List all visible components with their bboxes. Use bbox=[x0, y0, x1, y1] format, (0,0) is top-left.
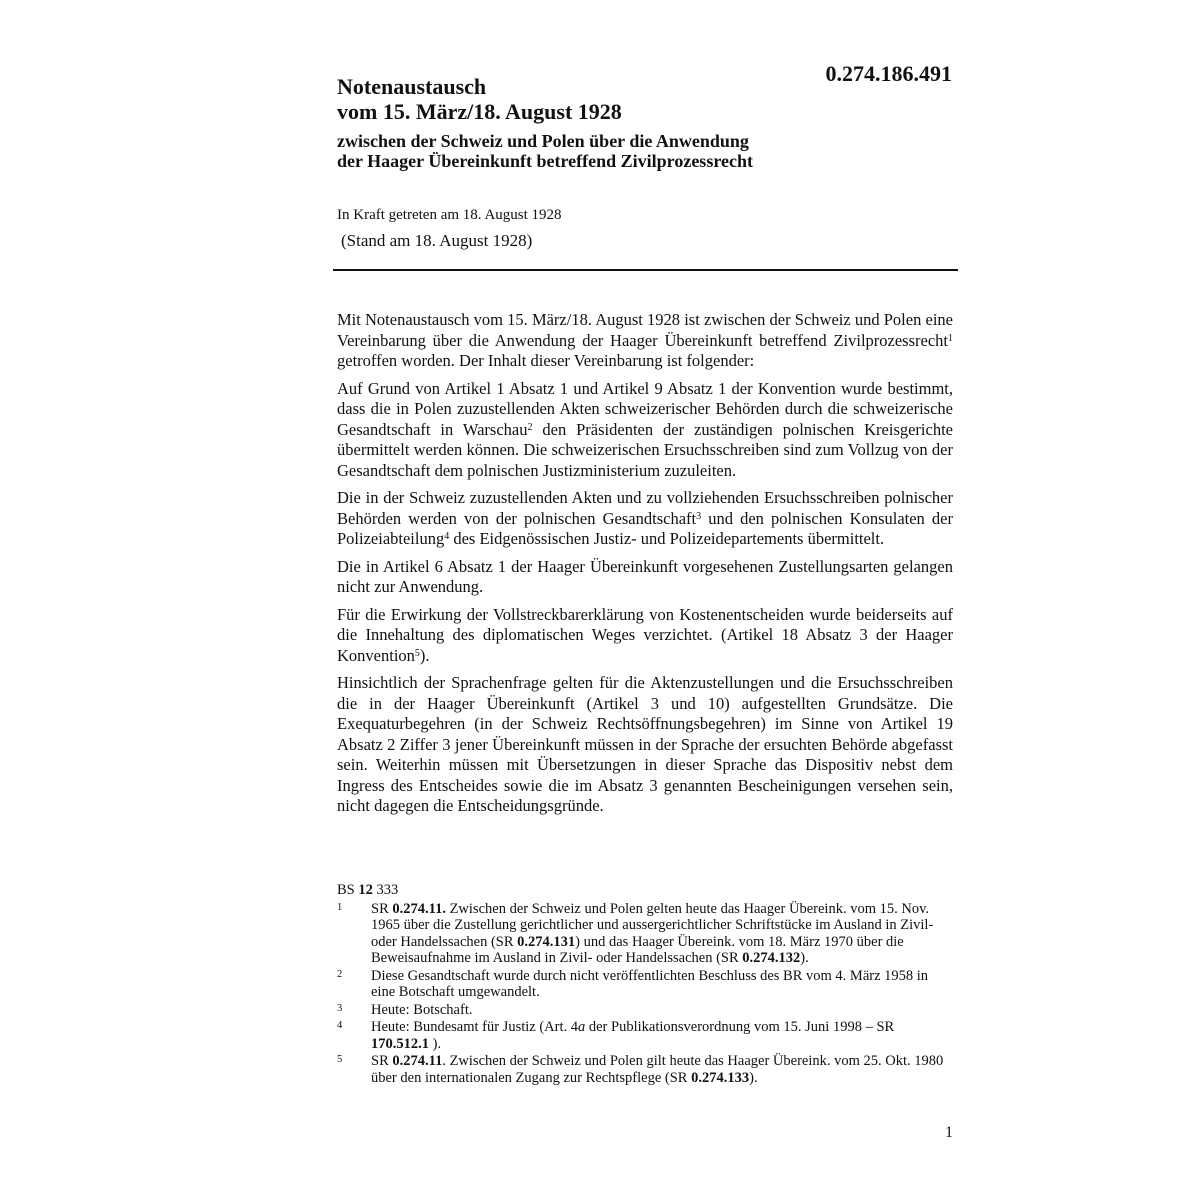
footnote-5-t3: ). bbox=[749, 1069, 758, 1086]
status-date: (Stand am 18. August 1928) bbox=[341, 231, 533, 250]
paragraph-4: Die in Artikel 6 Absatz 1 der Haager Übereinkunft vorgesehenen Zustellungsarten gelangen nicht zur Anwendung. bbox=[337, 556, 953, 596]
footnote-1-mark: 1 bbox=[337, 901, 343, 913]
footnote-1-t4: ). bbox=[800, 950, 809, 966]
paragraph-5-text-b: ). bbox=[419, 645, 430, 665]
footnote-3-text: Heute: Botschaft. bbox=[371, 1001, 473, 1018]
page-number: 1 bbox=[945, 1124, 953, 1141]
footnote-1-text bbox=[371, 901, 953, 967]
paragraph-1 bbox=[337, 310, 953, 372]
footnote-4 bbox=[337, 1019, 953, 1052]
footnote-5-t1: SR bbox=[371, 1053, 393, 1069]
paragraph-5 bbox=[337, 605, 953, 667]
footnote-2-text: Diese Gesandtschaft wurde durch nicht veröffentlichten Beschluss des BR vom 4. März 1958 in eine Botschaft umgewandelt. bbox=[371, 967, 929, 1000]
footnote-5-sr-link-2[interactable]: 0.274.133 bbox=[691, 1069, 750, 1086]
footnote-1 bbox=[337, 901, 953, 967]
footnote-5-sr-link-1[interactable]: 0.274.11 bbox=[392, 1053, 443, 1069]
paragraph-3-text-a: Die in der Schweiz zuzustellenden Akten und zu vollziehenden Ersuchsschreiben polnischer Behörden werden von der polnischen Gesandtschaft bbox=[337, 488, 953, 528]
footnote-4-t1: Heute: Bundesamt für Justiz (Art. 4 bbox=[371, 1019, 578, 1035]
footnote-4-t2: der Publikationsverordnung vom 15. Juni 1998 – SR bbox=[585, 1019, 895, 1035]
subtitle-line-2: der Haager Übereinkunft betreffend Zivilprozessrecht bbox=[337, 151, 753, 171]
footnote-1-sr-link-1[interactable]: 0.274.11. bbox=[392, 900, 446, 917]
sr-number: 0.274.186.491 bbox=[825, 61, 952, 86]
footnote-4-text bbox=[371, 1019, 953, 1052]
paragraph-1-text-a: Mit Notenaustausch vom 15. März/18. August 1928 ist zwischen der Schweiz und Polen eine Vereinbarung über die Anwendung der Haager Übereinkunft betreffend Zivilprozessrecht bbox=[337, 310, 953, 350]
footnote-5-text bbox=[371, 1053, 953, 1086]
paragraph-3-text-b: und den polnischen Konsulaten der Polizeiabteilung bbox=[337, 508, 953, 548]
title-line-1: Notenaustausch bbox=[337, 74, 487, 99]
footnote-5 bbox=[337, 1053, 953, 1086]
footnote-1-t1: SR bbox=[371, 900, 393, 917]
paragraph-1-text-b: getroffen worden. Der Inhalt dieser Vereinbarung ist folgender: bbox=[337, 351, 755, 370]
footnote-2-mark: 2 bbox=[337, 968, 343, 980]
in-force-date: In Kraft getreten am 18. August 1928 bbox=[337, 207, 562, 223]
footnote-2 bbox=[337, 968, 953, 1001]
title-line-2: vom 15. März/18. August 1928 bbox=[337, 99, 622, 124]
footnote-ref-2[interactable]: 2 bbox=[527, 421, 533, 433]
footnote-4-t3: ). bbox=[429, 1035, 442, 1052]
footnote-4-sr-link[interactable]: 170.512.1 bbox=[371, 1035, 429, 1052]
bs-page: 333 bbox=[372, 882, 399, 898]
footnote-1-t3: ) und das Haager Übereink. vom 18. März 1970 über die Beweisaufnahme im Ausland in Zivil- oder Handelssachen (SR bbox=[371, 933, 904, 966]
footnote-1-sr-link-2[interactable]: 0.274.131 bbox=[517, 933, 576, 950]
footnote-1-t2: Zwischen der Schweiz und Polen gelten heute das Haager Übereink. vom 15. Nov. 1965 über die Zustellung gerichtlicher und aussergerichtlicher Schriftstücke im Ausland in Zivil- oder Handelssachen (SR bbox=[371, 900, 934, 950]
paragraph-5-text-a: Für die Erwirkung der Vollstreckbarerklärung von Kostenentscheiden wurde beiderseits auf die Innehaltung des diplomatischen Weges verzichtet. (Artikel 18 Absatz 3 der Haager Konvention bbox=[337, 604, 953, 665]
paragraph-2-text-a: Auf Grund von Artikel 1 Absatz 1 und Artikel 9 Absatz 1 der Konvention wurde bestimmt, dass die in Polen zuzustellenden Akten schweizerischer Behörden durch die schweizerische Gesandtschaft in Warschau bbox=[337, 378, 953, 439]
footnote-1-sr-link-3[interactable]: 0.274.132 bbox=[742, 950, 801, 966]
bs-prefix: BS bbox=[337, 882, 359, 898]
paragraph-2-text-b: den Präsidenten der zuständigen polnischen Kreisgerichte übermittelt werden können. Die schweizerischen Ersuchsschreiben sind zum Vollzug von der Gesandtschaft dem polnischen Justizministerium zuzuleiten. bbox=[337, 419, 953, 480]
bs-reference bbox=[337, 882, 953, 899]
subtitle-line-1: zwischen der Schweiz und Polen über die Anwendung bbox=[337, 131, 749, 151]
paragraph-3 bbox=[337, 488, 953, 550]
document-subtitle bbox=[337, 131, 957, 171]
bs-volume: 12 bbox=[358, 882, 373, 898]
paragraph-6: Hinsichtlich der Sprachenfrage gelten für die Aktenzustellungen und die Ersuchsschreiben die in der Haager Übereinkunft (Artikel 3 und 10) aufgestellten Grundsätze. Die Exequaturbegehren (in der Schweiz Rechtsöffnungsbegehren) im Sinne von Artikel 19 Absatz 2 Ziffer 3 jener Übereinkunft müssen in der Sprache der ersuchten Behörde abgefasst sein. Weiterhin müssen mit Übersetzungen in dieser Sprache das Dispositiv nebst dem Ingress des Entscheides sowie die im Absatz 3 genannten Bescheinigungen versehen sein, nicht dagegen die Entscheidungsgründe. bbox=[337, 673, 953, 815]
header-rule bbox=[333, 269, 958, 271]
footnote-3 bbox=[337, 1002, 953, 1019]
footnote-3-mark: 3 bbox=[337, 1002, 343, 1014]
footnote-4-mark: 4 bbox=[337, 1020, 343, 1031]
footnote-ref-3[interactable]: 3 bbox=[696, 510, 702, 522]
document-title bbox=[337, 74, 957, 124]
body-text bbox=[337, 310, 953, 824]
footnote-5-mark: 5 bbox=[337, 1054, 343, 1065]
paragraph-2 bbox=[337, 379, 953, 482]
footnote-ref-1[interactable]: 1 bbox=[948, 332, 953, 344]
footnote-4-italic: a bbox=[578, 1019, 586, 1035]
footnote-5-t2: . Zwischen der Schweiz und Polen gilt heute das Haager Übereink. vom 25. Okt. 1980 über den internationalen Zugang zur Rechtspflege (SR bbox=[371, 1053, 944, 1086]
footnotes bbox=[337, 882, 953, 1087]
footnote-ref-5[interactable]: 5 bbox=[414, 647, 420, 659]
paragraph-3-text-c: des Eidgenössischen Justiz- und Polizeidepartements übermittelt. bbox=[449, 529, 885, 548]
footnote-ref-4[interactable]: 4 bbox=[444, 531, 450, 542]
